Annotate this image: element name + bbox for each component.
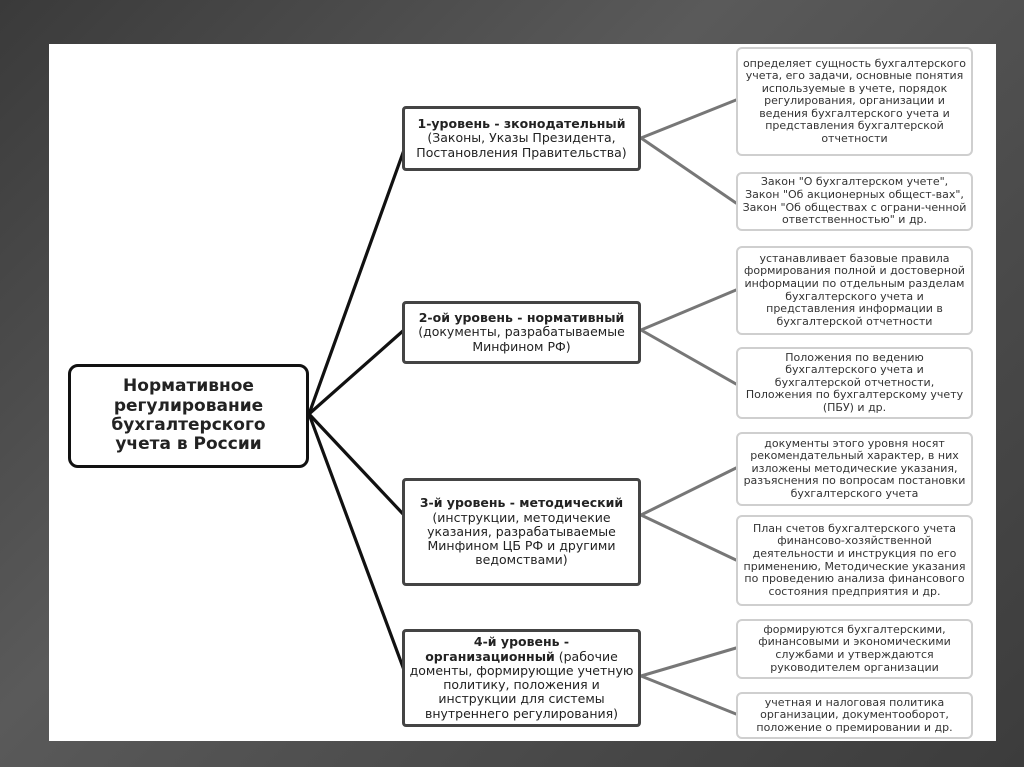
- level-1-detail-1: определяет сущность бухгалтерского учета, его задачи, основные понятия используемые в учете, порядок регулирования, организации и ведения бухгалтерского учета и представления бухгалтерской отчетности: [736, 47, 973, 156]
- main-node-title: Нормативное регулирование бухгалтерского учета в России: [111, 376, 266, 455]
- level-3-node: [402, 478, 641, 586]
- level-4-node: [402, 629, 641, 727]
- level-2-description: (документы, разрабатываемые Минфином РФ): [418, 324, 625, 354]
- level-2-detail-1: устанавливает базовые правила формирования полной и достоверной информации по отдельным разделам бухгалтерского учета и представления информации в бухгалтерской отчетности: [736, 246, 973, 335]
- level-4-detail-2: учетная и налоговая политика организации, документооборот, положение о премировании и др.: [736, 692, 973, 739]
- level-3-detail-1: документы этого уровня носят рекомендательный характер, в них изложены методические указания, разъяснения по вопросам постановки бухгалтерского учета: [736, 432, 973, 506]
- level-2-title: 2-ой уровень - нормативный: [418, 310, 625, 326]
- level-2-detail-2: Положения по ведению бухгалтерского учета и бухгалтерской отчетности, Положения по бухгалтерскому учету (ПБУ) и др.: [736, 347, 973, 419]
- level-4-description: (рабочие доменты, формирующие учетную политику, положения и инструкции для системы внутреннего регулирования): [409, 648, 634, 721]
- level-1-detail-2: Закон "О бухгалтерском учете", Закон "Об акционерных общест-вах", Закон "Об обществах с ограни-ченной ответственностью" и др.: [736, 172, 973, 231]
- level-3-description: (инструкции, методичекие указания, разрабатываемые Минфином ЦБ РФ и другими ведомствами): [427, 509, 616, 568]
- level-1-title: 1-уровень - зконодательный: [417, 116, 626, 132]
- level-3-title: 3-й уровень - методический: [419, 495, 624, 511]
- main-node: [68, 364, 309, 468]
- level-4-detail-1: формируются бухгалтерскими, финансовыми и экономическими службами и утверждаются руководителем организации: [736, 619, 973, 679]
- level-4-title: 4-й уровень - организационный: [425, 634, 570, 664]
- level-2-node: [402, 301, 641, 364]
- level-3-detail-2: План счетов бухгалтерского учета финансово-хозяйственной деятельности и инструкция по его применению, Методические указания по проведению анализа финансового состояния предприятия и др.: [736, 515, 973, 606]
- level-1-description: (Законы, Указы Президента, Постановления Правительства): [416, 130, 627, 160]
- level-1-node: [402, 106, 641, 171]
